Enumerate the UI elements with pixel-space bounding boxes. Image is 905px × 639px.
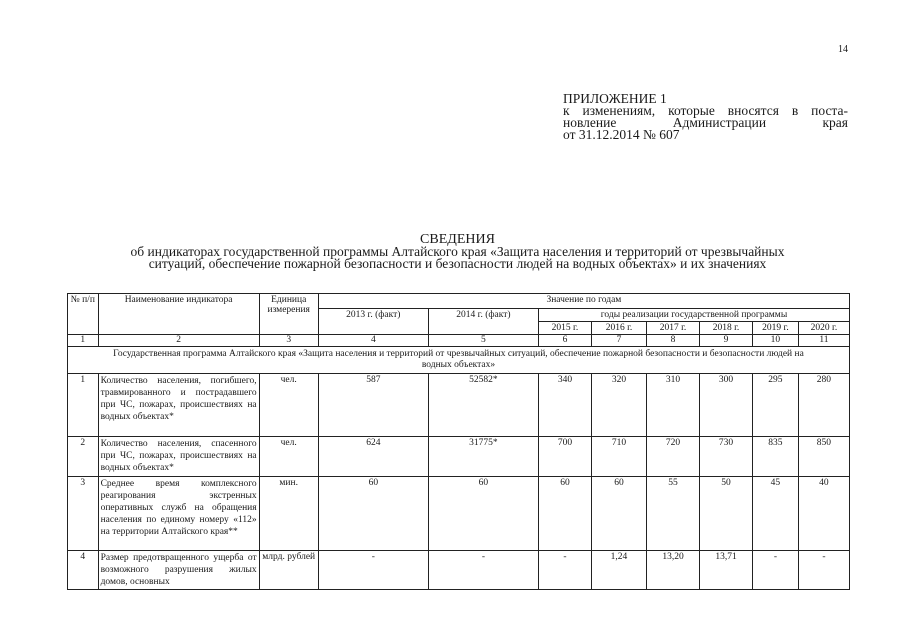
appendix-line: к изменениям, которые вносятся в поста- (563, 103, 848, 118)
column-number: 4 (318, 335, 428, 347)
header-year: 2018 г. (700, 322, 753, 335)
column-number: 11 (798, 335, 849, 347)
header-year: 2020 г. (798, 322, 849, 335)
row-name: Размер предотвращенного ущерба от возможного разрушения жилых домов, основных (98, 551, 259, 590)
row-value: 13,20 (647, 551, 700, 590)
column-number: 10 (753, 335, 799, 347)
row-value: 60 (318, 477, 428, 551)
row-value: 300 (700, 374, 753, 437)
row-value: 45 (753, 477, 799, 551)
column-number: 5 (428, 335, 538, 347)
row-num: 2 (68, 437, 99, 477)
table-row (68, 551, 850, 590)
row-value: 13,71 (700, 551, 753, 590)
header-name: Наименование индикатора (98, 294, 259, 335)
document-title: СВЕДЕНИЯ (420, 232, 495, 247)
row-value: 60 (538, 477, 591, 551)
appendix-title: ПРИЛОЖЕНИЕ 1 (563, 91, 667, 106)
row-value: 295 (753, 374, 799, 437)
row-value: 835 (753, 437, 799, 477)
header-values-by-year: Значение по годам (318, 294, 849, 309)
column-number: 1 (68, 335, 99, 347)
row-value: - (753, 551, 799, 590)
row-value: 40 (798, 477, 849, 551)
row-value: - (318, 551, 428, 590)
row-value: 50 (700, 477, 753, 551)
row-value: - (798, 551, 849, 590)
column-numbers-row (68, 335, 850, 347)
header-2014: 2014 г. (факт) (428, 309, 538, 335)
row-value: - (538, 551, 591, 590)
row-num: 1 (68, 374, 99, 437)
row-value: 280 (798, 374, 849, 437)
row-value: 624 (318, 437, 428, 477)
row-value: 31775* (428, 437, 538, 477)
header-2013: 2013 г. (факт) (318, 309, 428, 335)
row-value: 1,24 (591, 551, 646, 590)
column-number: 7 (591, 335, 646, 347)
header-year: 2015 г. (538, 322, 591, 335)
appendix-line: от 31.12.2014 № 607 (563, 127, 680, 142)
row-value: 710 (591, 437, 646, 477)
row-value: 340 (538, 374, 591, 437)
row-value: 60 (591, 477, 646, 551)
row-name: Количество населения, спасенного при ЧС, пожарах, происшествиях на водных объектах* (98, 437, 259, 477)
row-value: - (428, 551, 538, 590)
header-year: 2019 г. (753, 322, 799, 335)
row-value: 55 (647, 477, 700, 551)
row-unit: мин. (259, 477, 318, 551)
indicators-table (67, 293, 850, 590)
column-number: 9 (700, 335, 753, 347)
column-number: 6 (538, 335, 591, 347)
row-unit: чел. (259, 374, 318, 437)
program-row: Государственная программа Алтайского края «Защита населения и территорий от чрезвычайных ситуаций, обеспечение пожарной безопасности и безопасности людей на водных объектах» (68, 347, 850, 374)
page-number: 14 (838, 44, 848, 55)
row-name: Количество населения, погибшего, травмированного и пострадавшего при ЧС, пожарах, происшествиях на водных объектах* (98, 374, 259, 437)
table-row (68, 374, 850, 437)
column-number: 3 (259, 335, 318, 347)
row-num: 4 (68, 551, 99, 590)
appendix-line: новление Администрации края (563, 115, 848, 130)
row-value: 730 (700, 437, 753, 477)
header-num: № п/п (68, 294, 99, 335)
heading-line: об индикаторах государственной программы Алтайского края «Защита населения и территорий от чрезвычайных (130, 244, 785, 259)
header-year: 2016 г. (591, 322, 646, 335)
heading-line: ситуаций, обеспечение пожарной безопасности и безопасности людей на водных объектах» и их значениях (148, 256, 767, 271)
header-program-years: годы реализации государственной программы (538, 309, 849, 322)
row-unit: млрд. рублей (259, 551, 318, 590)
table-row (68, 437, 850, 477)
table-row (68, 477, 850, 551)
row-value: 52582* (428, 374, 538, 437)
row-num: 3 (68, 477, 99, 551)
row-value: 320 (591, 374, 646, 437)
column-number: 8 (647, 335, 700, 347)
header-unit: Единица измерения (259, 294, 318, 335)
appendix-block (563, 93, 848, 141)
row-value: 60 (428, 477, 538, 551)
row-name: Среднее время комплексного реагирования экстренных оперативных служб на обращения населения по единому номеру «112» на территории Алтайского края** (98, 477, 259, 551)
row-value: 310 (647, 374, 700, 437)
column-number: 2 (98, 335, 259, 347)
row-unit: чел. (259, 437, 318, 477)
header-year: 2017 г. (647, 322, 700, 335)
row-value: 700 (538, 437, 591, 477)
document-heading (60, 234, 855, 270)
row-value: 587 (318, 374, 428, 437)
row-value: 850 (798, 437, 849, 477)
row-value: 720 (647, 437, 700, 477)
